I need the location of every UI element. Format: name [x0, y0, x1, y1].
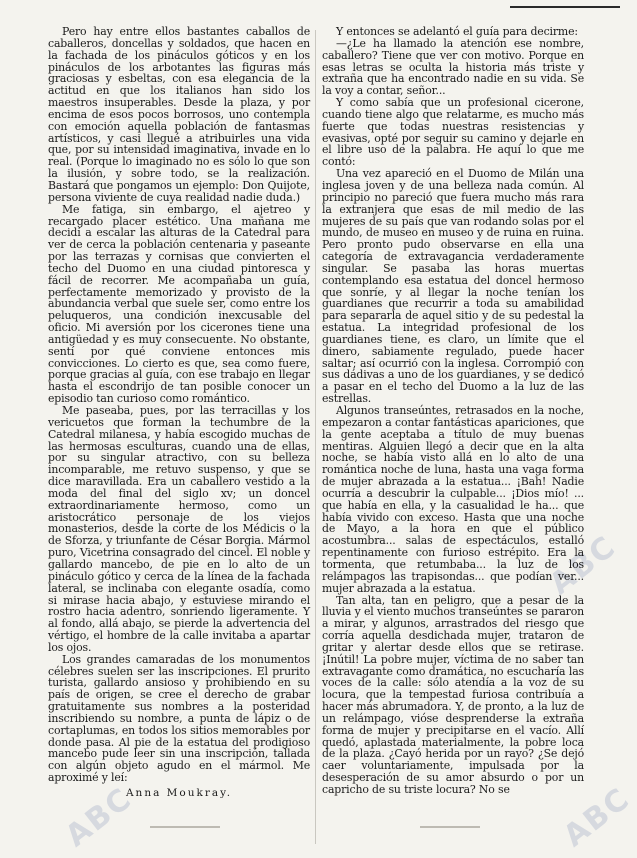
abc-watermark: ABC	[557, 780, 637, 855]
article-paragraph: Tan alta, tan en peligro, que a pesar de la lluvia y el viento muchos transeúntes se pararon a mirar, y algunos, arrastrados del riesgo que corría aquella desdichada mujer, trataron de gritar y alertar desde ellos que se retirase. ¡Inútil! La pobre mujer, víctima de no saber tan extravagante como dramática, no escucharía las voces de la calle: sólo atendía a la voz de su locura, que la tempestad furiosa contribuía a hacer más abrumadora. Y, de pronto, a la luz de un relámpago, vióse desprenderse la extraña forma de mujer y precipitarse en el vacío. Allí quedó, aplastada materialmente, la pobre loca de la plaza. ¿Cayó herida por un rayo? ¿Se dejó caer voluntariamente, impulsada por la desesperación de su amor absurdo o por un capricho de su triste locura? No se	[322, 593, 584, 796]
footer-dash	[150, 826, 220, 828]
article-paragraph: Y entonces se adelantó el guía para decirme:	[336, 25, 578, 38]
article-paragraph: Algunos transeúntes, retrasados en la noche, empezaron a contar fantásticas apariciones, que la gente aceptaba a título de muy buenas mentiras. Alguien llegó a decir que en la alta noche, se había visto allá en lo alto de una romántica noche de luna, hasta una vaga forma de mujer abrazada a la estatua... ¡Bah! Nadie ocurría a descubrir la culpable... ¡Dios mío! ... que había en ella, y la casualidad le ha... que había vivido con exceso. Hasta que una noche de Mayo, a la hora en que el público acostumbra... salas de espectáculos, estalló repentinamente con furioso estrépito. Era la tormenta, que retumbaba... la luz de los relámpagos las trapisondas... que podían ver... mujer abrazada a la estatua.	[322, 404, 584, 595]
header-rule	[510, 6, 620, 8]
author-signature: Anna Moukray.	[125, 787, 233, 799]
article-paragraph: Una vez apareció en el Duomo de Milán una inglesa joven y de una belleza nada común. Al principio no pareció que fuera mucho más rara la extranjera que esas de mil medio de las mujeres de su país que van rodando solas por el mundo, de museo en museo y de ruina en ruina. Pero pronto pudo observarse en ella una categoría de extravagancia verdaderamente singular. Se pasaba las horas muertas contemplando esa estatua del doncel hermoso que sonríe, y al llegar la noche tenían los guardianes que recurrir a toda su amabilidad para separarla de aquel sitio y de su pedestal la estatua. La integridad profesional de los guardianes tiene, es claro, un límite que el dinero, sabiamente regulado, puede hacer saltar; así ocurrió con la inglesa. Corrompió con sus dádivas a uno de los guardianes, y se dedicó a pasar en el techo del Duomo a la luz de las estrellas.	[322, 167, 584, 406]
article-paragraph: Y como sabía que un profesional cicerone, cuando tiene algo que relatarme, es mucho más fuerte que todas nuestras resistencias y evasivas, opté por seguir su camino y dejarle en el libre uso de la palabra. He aquí lo que me contó:	[322, 96, 584, 169]
abc-watermark: ABC	[59, 780, 140, 855]
article-paragraph: Me fatiga, sin embargo, el ajetreo y recargado placer estético. Una mañana me decidí a escalar las alturas de la Catedral para ver de cerca la población centenaria y paseante por las terrazas y cornisas que convierten el techo del Duomo en una ciudad pintoresca y fácil de recorrer. Me acompañaba un guía, perfectamente memorizado y provisto de la abundancia verbal que suele ser, como entre los peluqueros, una condición inexcusable del oficio. Mi aversión por los cicerones tiene una antigüedad y es muy consecuente. No obstante, sentí por qué conviene entonces mis convicciones. Lo cierto es que, sea como fuere, porque gracias al guía, con ese trabajo en llegar hasta el escondrijo de tan posible conocer un episodio tan curioso como romántico.	[48, 202, 310, 406]
article-paragraph: Me paseaba, pues, por las terracillas y los vericuetos que forman la techumbre de la Catedral milanesa, y había escogido muchas de las hermosas esculturas, cuando una de ellas, por su singular atractivo, con su belleza incomparable, me retuvo suspenso, y que se dice maravillada. Era un caballero vestido a la moda del final del siglo xv; un doncel extraordinariamente hermoso, como un aristocrático personaje de los viejos monasterios, desde la corte de los Médicis o la de Sforza, y triunfante de César Borgia. Mármol puro, Vicetrina consagrado del cincel. El noble y gallardo mancebo, de pie en lo alto de un pináculo gótico y cerca de la línea de la fachada lateral, se inclinaba con elegante osadía, como si mirase hacia abajo, y estuviese mirando el rostro hacia adentro, sonriendo ligeramente. Y al fondo, allá abajo, se pierde la advertencia del vértigo, el hombre de la calle invitaba a apartar los ojos.	[48, 404, 310, 654]
footer-dash	[420, 826, 480, 828]
article-paragraph: Los grandes camaradas de los monumentos célebres suelen ser las inscripciones. El prurito turista, gallardo ansioso y prohibiendo en su país de origen, se cree el derecho de grabar gratuitamente sus nombres a la posteridad inscribiendo su nombre, a punta de lápiz o de cortaplumas, en todos los sitios memorables por donde pasa. Al pie de la estatua del prodigioso mancebo pude leer sin una inscripción, tallada con algún objeto agudo en el mármol. Me aproximé y leí:	[48, 652, 310, 785]
abc-watermark: ABC	[543, 528, 624, 603]
left-column	[48, 26, 310, 840]
right-column	[322, 26, 584, 840]
article-paragraph: —¿Le ha llamado la atención ese nombre, caballero? Tiene que ver con motivo. Porque en esas letras se oculta la historia más triste y extraña que ha encontrado nadie en su vida. Se la voy a contar, señor...	[322, 36, 584, 98]
article-paragraph: Pero hay entre ellos bastantes caballos de caballeros, doncellas y soldados, que hacen en la fachada de los pináculos góticos y en los pináculos de los arbotantes las figuras más graciosas y esbeltas, con esa elegancia de la actitud en que los italianos han sido los maestros insuperables. Desde la plaza, y por encima de esos pocos borrosos, uno contempla con emoción aquella población de fantasmas artísticos, y casi llegué a atribuirles una vida que, por su intensidad imaginativa, invade en lo real. (Porque lo imaginado no es sólo lo que son la ilusión, y sobre todo, se la realización. Bastará que pongamos un ejemplo: Don Quijote, persona viviente de cuya realidad nadie duda.)	[48, 25, 310, 204]
column-divider	[315, 30, 316, 844]
